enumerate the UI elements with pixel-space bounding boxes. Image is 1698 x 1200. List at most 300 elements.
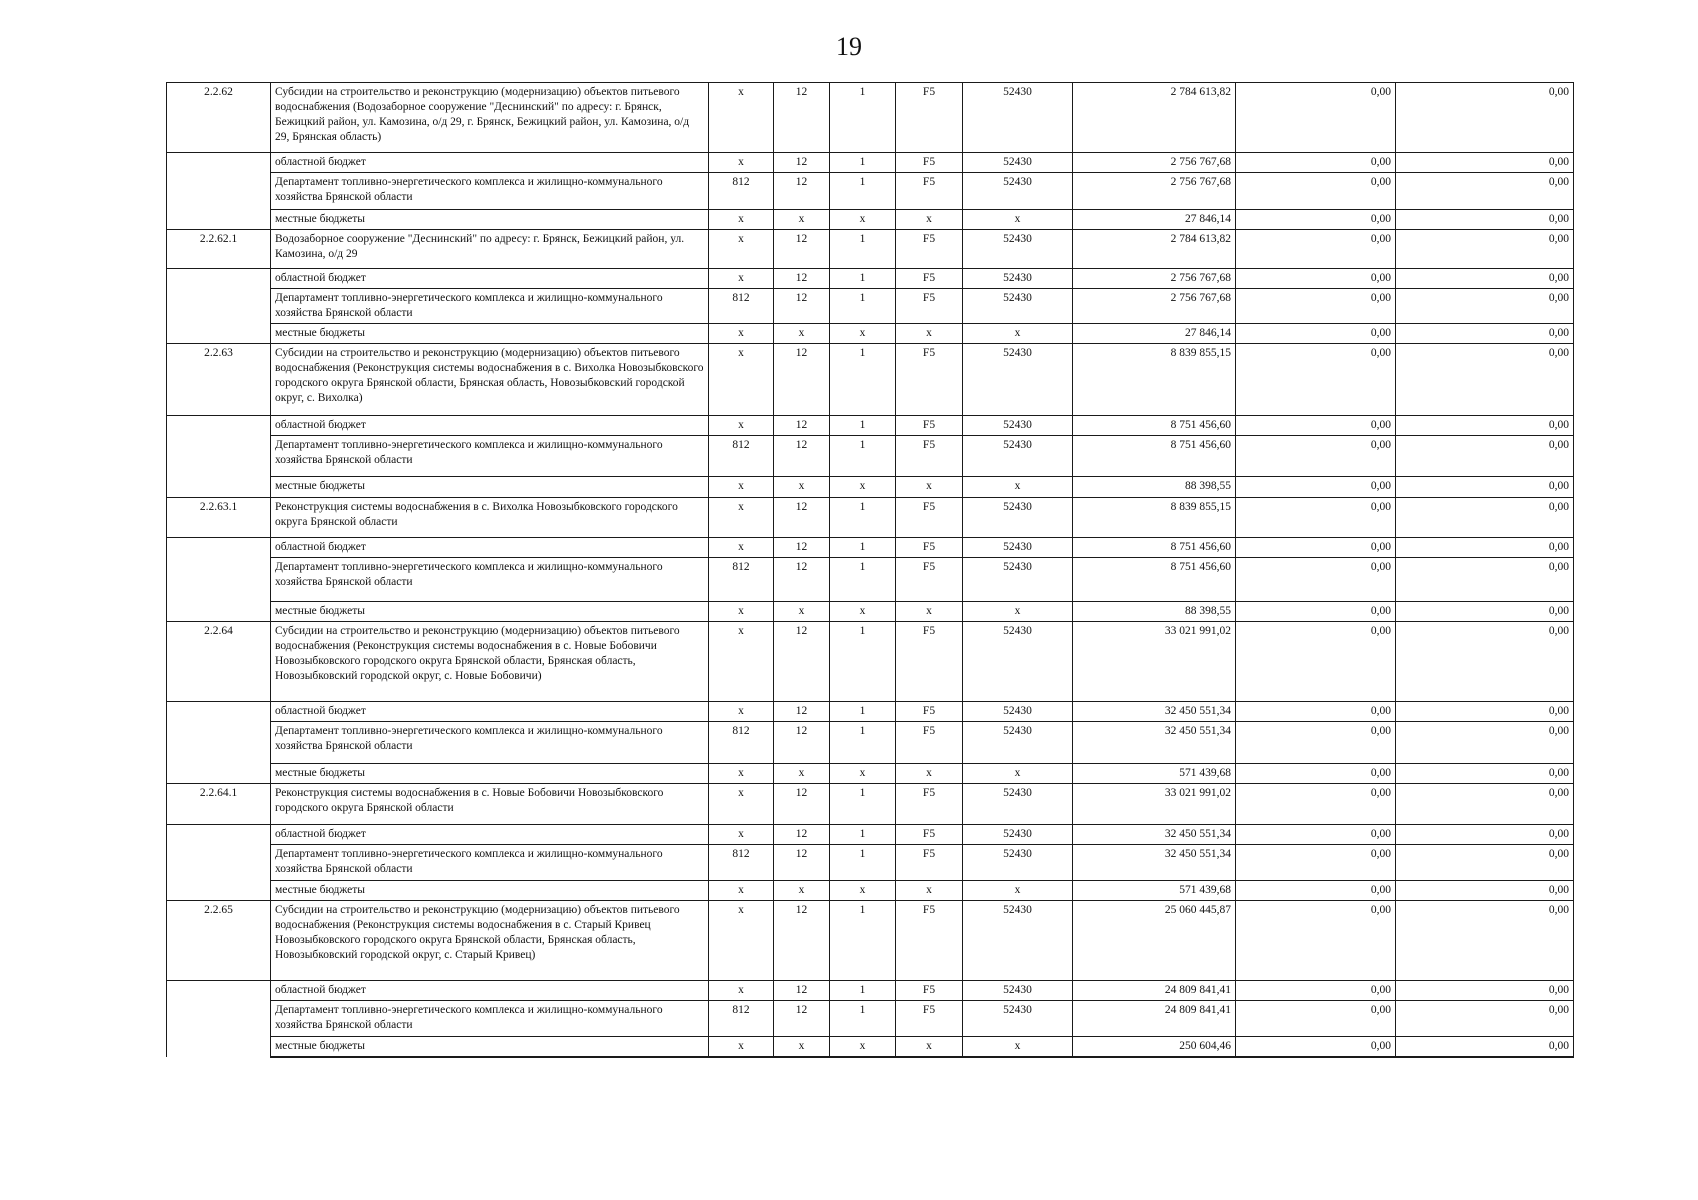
row-target-code: F5 <box>896 269 963 289</box>
row-subsection-code: x <box>830 602 896 622</box>
table-row <box>167 602 1574 622</box>
row-code <box>167 1037 271 1058</box>
table-row <box>167 981 1574 1001</box>
row-subsection-code: 1 <box>830 153 896 173</box>
row-value-3: 0,00 <box>1396 784 1574 825</box>
row-target-code: F5 <box>896 173 963 210</box>
row-admin-code: 812 <box>709 558 774 602</box>
row-value-1: 250 604,46 <box>1073 1037 1236 1058</box>
row-name: Реконструкция системы водоснабжения в с. Новые Бобовичи Новозыбковского городского округа Брянской области <box>271 784 709 825</box>
row-value-2: 0,00 <box>1236 901 1396 981</box>
row-subsection-code: x <box>830 1037 896 1058</box>
row-subsection-code: 1 <box>830 981 896 1001</box>
row-name: Департамент топливно-энергетического комплекса и жилищно-коммунального хозяйства Брянской области <box>271 722 709 764</box>
row-subsection-code: 1 <box>830 289 896 324</box>
row-value-2: 0,00 <box>1236 344 1396 416</box>
table-row <box>167 622 1574 702</box>
row-value-2: 0,00 <box>1236 702 1396 722</box>
row-code <box>167 1001 271 1037</box>
row-target-code: F5 <box>896 289 963 324</box>
row-name: местные бюджеты <box>271 764 709 784</box>
row-admin-code: x <box>709 538 774 558</box>
row-subsection-code: 1 <box>830 825 896 845</box>
row-value-2: 0,00 <box>1236 602 1396 622</box>
row-code <box>167 416 271 436</box>
row-section-code: 12 <box>774 722 830 764</box>
row-admin-code: x <box>709 210 774 230</box>
row-expense-code: 52430 <box>963 344 1073 416</box>
table-row <box>167 173 1574 210</box>
row-value-3: 0,00 <box>1396 702 1574 722</box>
row-admin-code: x <box>709 83 774 153</box>
row-admin-code: x <box>709 416 774 436</box>
row-value-3: 0,00 <box>1396 722 1574 764</box>
row-subsection-code: 1 <box>830 498 896 538</box>
row-value-3: 0,00 <box>1396 558 1574 602</box>
table-row <box>167 230 1574 269</box>
row-code <box>167 825 271 845</box>
row-code <box>167 538 271 558</box>
row-code <box>167 436 271 477</box>
row-value-3: 0,00 <box>1396 344 1574 416</box>
row-value-2: 0,00 <box>1236 210 1396 230</box>
row-code: 2.2.64.1 <box>167 784 271 825</box>
row-section-code: 12 <box>774 173 830 210</box>
row-section-code: 12 <box>774 622 830 702</box>
row-code <box>167 173 271 210</box>
row-name: Субсидии на строительство и реконструкцию (модернизацию) объектов питьевого водоснабжения (Водозаборное сооружение "Деснинский" по адресу: г. Брянск, Бежицкий район, ул. Камозина, о/д 29, г. Брянск, Бежицкий район, ул. Камозина, о/д 29, Брянская область) <box>271 83 709 153</box>
row-admin-code: x <box>709 702 774 722</box>
row-value-2: 0,00 <box>1236 845 1396 881</box>
budget-table <box>166 82 1574 1058</box>
row-expense-code: 52430 <box>963 784 1073 825</box>
table-row <box>167 558 1574 602</box>
row-section-code: 12 <box>774 230 830 269</box>
row-code <box>167 269 271 289</box>
row-name: областной бюджет <box>271 416 709 436</box>
row-value-1: 32 450 551,34 <box>1073 702 1236 722</box>
table-row <box>167 436 1574 477</box>
row-target-code: x <box>896 602 963 622</box>
row-value-2: 0,00 <box>1236 881 1396 901</box>
row-section-code: 12 <box>774 845 830 881</box>
row-value-2: 0,00 <box>1236 784 1396 825</box>
row-section-code: x <box>774 210 830 230</box>
row-subsection-code: x <box>830 881 896 901</box>
row-target-code: F5 <box>896 416 963 436</box>
row-value-2: 0,00 <box>1236 416 1396 436</box>
row-admin-code: x <box>709 881 774 901</box>
row-name: Департамент топливно-энергетического комплекса и жилищно-коммунального хозяйства Брянской области <box>271 845 709 881</box>
row-value-1: 571 439,68 <box>1073 764 1236 784</box>
row-value-1: 8 751 456,60 <box>1073 416 1236 436</box>
row-value-3: 0,00 <box>1396 881 1574 901</box>
row-value-2: 0,00 <box>1236 825 1396 845</box>
row-code: 2.2.63 <box>167 344 271 416</box>
table-row <box>167 1001 1574 1037</box>
row-value-3: 0,00 <box>1396 498 1574 538</box>
row-expense-code: x <box>963 210 1073 230</box>
row-admin-code: 812 <box>709 1001 774 1037</box>
row-admin-code: x <box>709 764 774 784</box>
row-target-code: F5 <box>896 538 963 558</box>
table-row <box>167 153 1574 173</box>
row-subsection-code: x <box>830 324 896 344</box>
row-subsection-code: 1 <box>830 416 896 436</box>
row-section-code: 12 <box>774 269 830 289</box>
row-code <box>167 845 271 881</box>
row-code <box>167 722 271 764</box>
row-value-3: 0,00 <box>1396 1001 1574 1037</box>
row-subsection-code: 1 <box>830 845 896 881</box>
row-value-2: 0,00 <box>1236 269 1396 289</box>
row-code <box>167 881 271 901</box>
row-subsection-code: 1 <box>830 901 896 981</box>
table-row <box>167 324 1574 344</box>
row-value-1: 8 751 456,60 <box>1073 538 1236 558</box>
row-admin-code: 812 <box>709 436 774 477</box>
row-admin-code: x <box>709 602 774 622</box>
row-value-1: 88 398,55 <box>1073 477 1236 498</box>
row-expense-code: 52430 <box>963 498 1073 538</box>
row-expense-code: 52430 <box>963 269 1073 289</box>
row-name: областной бюджет <box>271 825 709 845</box>
table-row <box>167 1037 1574 1058</box>
row-name: областной бюджет <box>271 981 709 1001</box>
row-name: областной бюджет <box>271 702 709 722</box>
row-name: областной бюджет <box>271 269 709 289</box>
row-value-1: 32 450 551,34 <box>1073 825 1236 845</box>
row-section-code: 12 <box>774 901 830 981</box>
row-expense-code: x <box>963 477 1073 498</box>
row-value-1: 8 839 855,15 <box>1073 498 1236 538</box>
row-code: 2.2.62.1 <box>167 230 271 269</box>
row-target-code: F5 <box>896 344 963 416</box>
row-value-1: 32 450 551,34 <box>1073 845 1236 881</box>
row-value-2: 0,00 <box>1236 83 1396 153</box>
row-expense-code: 52430 <box>963 436 1073 477</box>
row-code <box>167 764 271 784</box>
row-admin-code: x <box>709 901 774 981</box>
row-target-code: F5 <box>896 981 963 1001</box>
row-admin-code: x <box>709 269 774 289</box>
row-value-2: 0,00 <box>1236 538 1396 558</box>
row-section-code: x <box>774 602 830 622</box>
row-code <box>167 289 271 324</box>
row-value-3: 0,00 <box>1396 622 1574 702</box>
row-target-code: x <box>896 1037 963 1058</box>
row-name: местные бюджеты <box>271 324 709 344</box>
row-target-code: F5 <box>896 498 963 538</box>
row-code: 2.2.65 <box>167 901 271 981</box>
row-value-2: 0,00 <box>1236 153 1396 173</box>
row-value-2: 0,00 <box>1236 1001 1396 1037</box>
row-value-3: 0,00 <box>1396 901 1574 981</box>
row-expense-code: 52430 <box>963 702 1073 722</box>
row-expense-code: 52430 <box>963 1001 1073 1037</box>
row-admin-code: x <box>709 498 774 538</box>
row-target-code: F5 <box>896 83 963 153</box>
row-name: Департамент топливно-энергетического комплекса и жилищно-коммунального хозяйства Брянской области <box>271 436 709 477</box>
row-name: Водозаборное сооружение "Деснинский" по адресу: г. Брянск, Бежицкий район, ул. Камозина, о/д 29 <box>271 230 709 269</box>
row-section-code: x <box>774 477 830 498</box>
row-value-2: 0,00 <box>1236 477 1396 498</box>
row-value-2: 0,00 <box>1236 622 1396 702</box>
table-row <box>167 416 1574 436</box>
row-admin-code: x <box>709 230 774 269</box>
row-admin-code: 812 <box>709 289 774 324</box>
row-value-2: 0,00 <box>1236 981 1396 1001</box>
row-name: Субсидии на строительство и реконструкцию (модернизацию) объектов питьевого водоснабжения (Реконструкция системы водоснабжения в с. Старый Кривец Новозыбковского городского округа Брянской области, Брянская область, Новозыбковский городской округ, с. Старый Кривец) <box>271 901 709 981</box>
row-expense-code: x <box>963 764 1073 784</box>
row-admin-code: x <box>709 825 774 845</box>
row-subsection-code: 1 <box>830 784 896 825</box>
row-value-2: 0,00 <box>1236 558 1396 602</box>
table-row <box>167 344 1574 416</box>
row-expense-code: 52430 <box>963 289 1073 324</box>
row-admin-code: x <box>709 153 774 173</box>
row-target-code: F5 <box>896 558 963 602</box>
row-section-code: 12 <box>774 702 830 722</box>
row-admin-code: 812 <box>709 722 774 764</box>
row-subsection-code: 1 <box>830 83 896 153</box>
row-code <box>167 324 271 344</box>
row-value-3: 0,00 <box>1396 83 1574 153</box>
row-section-code: x <box>774 764 830 784</box>
row-expense-code: 52430 <box>963 722 1073 764</box>
row-value-1: 27 846,14 <box>1073 210 1236 230</box>
row-value-1: 2 756 767,68 <box>1073 153 1236 173</box>
table-row <box>167 845 1574 881</box>
row-admin-code: x <box>709 344 774 416</box>
row-section-code: 12 <box>774 558 830 602</box>
row-target-code: x <box>896 210 963 230</box>
row-value-3: 0,00 <box>1396 764 1574 784</box>
row-value-1: 8 751 456,60 <box>1073 558 1236 602</box>
row-value-1: 2 784 613,82 <box>1073 83 1236 153</box>
row-expense-code: x <box>963 324 1073 344</box>
row-section-code: 12 <box>774 1001 830 1037</box>
row-expense-code: 52430 <box>963 230 1073 269</box>
row-admin-code: x <box>709 1037 774 1058</box>
row-admin-code: x <box>709 784 774 825</box>
row-value-3: 0,00 <box>1396 825 1574 845</box>
row-subsection-code: 1 <box>830 436 896 477</box>
row-value-1: 33 021 991,02 <box>1073 784 1236 825</box>
table-row <box>167 702 1574 722</box>
table-row <box>167 764 1574 784</box>
row-section-code: 12 <box>774 498 830 538</box>
row-expense-code: x <box>963 881 1073 901</box>
row-target-code: x <box>896 324 963 344</box>
table-row <box>167 825 1574 845</box>
row-code <box>167 702 271 722</box>
row-value-1: 2 756 767,68 <box>1073 173 1236 210</box>
row-subsection-code: x <box>830 477 896 498</box>
row-subsection-code: 1 <box>830 1001 896 1037</box>
row-code <box>167 477 271 498</box>
row-value-1: 2 756 767,68 <box>1073 269 1236 289</box>
row-value-1: 25 060 445,87 <box>1073 901 1236 981</box>
row-name: Реконструкция системы водоснабжения в с. Вихолка Новозыбковского городского округа Брянской области <box>271 498 709 538</box>
row-section-code: 12 <box>774 83 830 153</box>
row-value-2: 0,00 <box>1236 230 1396 269</box>
row-code <box>167 153 271 173</box>
row-value-3: 0,00 <box>1396 845 1574 881</box>
row-value-2: 0,00 <box>1236 436 1396 477</box>
row-target-code: F5 <box>896 230 963 269</box>
row-value-1: 24 809 841,41 <box>1073 981 1236 1001</box>
row-target-code: x <box>896 477 963 498</box>
row-value-3: 0,00 <box>1396 289 1574 324</box>
row-value-3: 0,00 <box>1396 153 1574 173</box>
row-target-code: x <box>896 764 963 784</box>
table-row <box>167 722 1574 764</box>
page-number: 19 <box>836 32 862 61</box>
row-target-code: F5 <box>896 702 963 722</box>
row-value-3: 0,00 <box>1396 230 1574 269</box>
row-expense-code: 52430 <box>963 83 1073 153</box>
row-code: 2.2.63.1 <box>167 498 271 538</box>
row-code <box>167 210 271 230</box>
row-admin-code: x <box>709 477 774 498</box>
row-value-1: 27 846,14 <box>1073 324 1236 344</box>
row-target-code: F5 <box>896 436 963 477</box>
row-expense-code: 52430 <box>963 825 1073 845</box>
row-admin-code: 812 <box>709 173 774 210</box>
row-section-code: 12 <box>774 344 830 416</box>
row-name: местные бюджеты <box>271 477 709 498</box>
row-target-code: F5 <box>896 622 963 702</box>
row-value-1: 2 784 613,82 <box>1073 230 1236 269</box>
row-target-code: F5 <box>896 153 963 173</box>
row-expense-code: x <box>963 602 1073 622</box>
row-target-code: F5 <box>896 722 963 764</box>
row-value-1: 8 839 855,15 <box>1073 344 1236 416</box>
table-row <box>167 210 1574 230</box>
row-value-1: 88 398,55 <box>1073 602 1236 622</box>
table-body <box>167 83 1574 1058</box>
row-value-3: 0,00 <box>1396 416 1574 436</box>
row-subsection-code: 1 <box>830 269 896 289</box>
row-name: местные бюджеты <box>271 602 709 622</box>
row-value-2: 0,00 <box>1236 324 1396 344</box>
row-section-code: 12 <box>774 981 830 1001</box>
row-value-3: 0,00 <box>1396 436 1574 477</box>
row-expense-code: 52430 <box>963 173 1073 210</box>
row-target-code: F5 <box>896 1001 963 1037</box>
row-code <box>167 981 271 1001</box>
row-section-code: x <box>774 1037 830 1058</box>
row-expense-code: 52430 <box>963 416 1073 436</box>
row-admin-code: x <box>709 324 774 344</box>
row-code <box>167 602 271 622</box>
row-expense-code: 52430 <box>963 538 1073 558</box>
row-value-3: 0,00 <box>1396 477 1574 498</box>
table-row <box>167 289 1574 324</box>
row-value-3: 0,00 <box>1396 269 1574 289</box>
row-value-1: 571 439,68 <box>1073 881 1236 901</box>
table-row <box>167 83 1574 153</box>
row-value-3: 0,00 <box>1396 324 1574 344</box>
row-name: Департамент топливно-энергетического комплекса и жилищно-коммунального хозяйства Брянской области <box>271 558 709 602</box>
row-section-code: 12 <box>774 538 830 558</box>
row-value-1: 8 751 456,60 <box>1073 436 1236 477</box>
row-admin-code: 812 <box>709 845 774 881</box>
row-value-2: 0,00 <box>1236 289 1396 324</box>
row-section-code: x <box>774 881 830 901</box>
row-value-2: 0,00 <box>1236 1037 1396 1058</box>
row-value-1: 24 809 841,41 <box>1073 1001 1236 1037</box>
row-value-2: 0,00 <box>1236 722 1396 764</box>
row-subsection-code: 1 <box>830 344 896 416</box>
table-row <box>167 881 1574 901</box>
row-subsection-code: 1 <box>830 230 896 269</box>
row-expense-code: 52430 <box>963 845 1073 881</box>
row-expense-code: 52430 <box>963 901 1073 981</box>
row-target-code: F5 <box>896 845 963 881</box>
row-target-code: x <box>896 881 963 901</box>
row-name: Департамент топливно-энергетического комплекса и жилищно-коммунального хозяйства Брянской области <box>271 173 709 210</box>
row-subsection-code: 1 <box>830 622 896 702</box>
row-name: Департамент топливно-энергетического комплекса и жилищно-коммунального хозяйства Брянской области <box>271 1001 709 1037</box>
row-value-2: 0,00 <box>1236 764 1396 784</box>
row-name: местные бюджеты <box>271 1037 709 1058</box>
table-row <box>167 784 1574 825</box>
row-value-1: 33 021 991,02 <box>1073 622 1236 702</box>
table-row <box>167 269 1574 289</box>
row-code: 2.2.62 <box>167 83 271 153</box>
row-name: областной бюджет <box>271 153 709 173</box>
row-expense-code: 52430 <box>963 622 1073 702</box>
row-subsection-code: 1 <box>830 558 896 602</box>
row-value-3: 0,00 <box>1396 602 1574 622</box>
row-subsection-code: 1 <box>830 173 896 210</box>
row-value-1: 32 450 551,34 <box>1073 722 1236 764</box>
row-name: областной бюджет <box>271 538 709 558</box>
row-section-code: 12 <box>774 784 830 825</box>
row-section-code: 12 <box>774 436 830 477</box>
row-value-3: 0,00 <box>1396 1037 1574 1058</box>
row-subsection-code: 1 <box>830 722 896 764</box>
row-expense-code: 52430 <box>963 981 1073 1001</box>
row-value-1: 2 756 767,68 <box>1073 289 1236 324</box>
row-subsection-code: 1 <box>830 538 896 558</box>
row-expense-code: 52430 <box>963 153 1073 173</box>
row-section-code: 12 <box>774 153 830 173</box>
row-value-2: 0,00 <box>1236 173 1396 210</box>
row-section-code: x <box>774 324 830 344</box>
row-section-code: 12 <box>774 825 830 845</box>
table-row <box>167 477 1574 498</box>
table-row <box>167 538 1574 558</box>
row-subsection-code: 1 <box>830 702 896 722</box>
row-name: Субсидии на строительство и реконструкцию (модернизацию) объектов питьевого водоснабжения (Реконструкция системы водоснабжения в с. Новые Бобовичи Новозыбковского городского округа Брянской области, Брянская область, Новозыбковский городской округ, с. Новые Бобовичи) <box>271 622 709 702</box>
table-row <box>167 901 1574 981</box>
row-code <box>167 558 271 602</box>
row-name: местные бюджеты <box>271 881 709 901</box>
row-value-3: 0,00 <box>1396 981 1574 1001</box>
row-target-code: F5 <box>896 784 963 825</box>
row-target-code: F5 <box>896 901 963 981</box>
row-value-2: 0,00 <box>1236 498 1396 538</box>
row-subsection-code: x <box>830 210 896 230</box>
row-subsection-code: x <box>830 764 896 784</box>
row-name: Субсидии на строительство и реконструкцию (модернизацию) объектов питьевого водоснабжения (Реконструкция системы водоснабжения в с. Вихолка Новозыбковского городского округа Брянской области, Брянская область, Новозыбковский городской округ, с. Вихолка) <box>271 344 709 416</box>
row-expense-code: x <box>963 1037 1073 1058</box>
row-section-code: 12 <box>774 289 830 324</box>
row-section-code: 12 <box>774 416 830 436</box>
